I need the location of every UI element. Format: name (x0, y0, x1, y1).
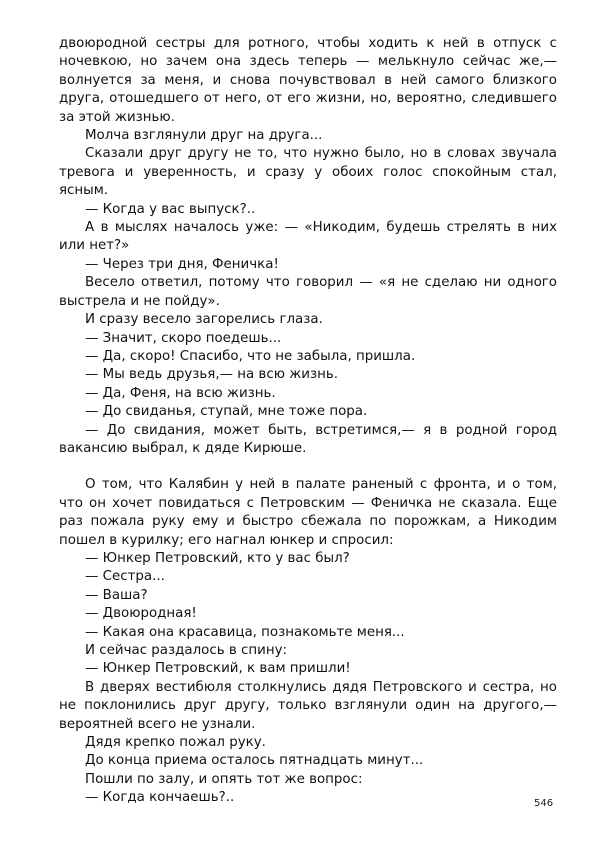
paragraph: Весело ответил, потому что говорил — «я не сделаю ни одного выстрела и не пойду». (59, 275, 557, 309)
body-text (59, 35, 557, 808)
dialogue-line: — Да, скоро! Спасибо, что не забыла, пришла. (85, 348, 416, 364)
dialogue-line: — Значит, скоро поедешь... (85, 330, 282, 346)
paragraph: И сразу весело загорелись глаза. (85, 312, 323, 328)
paragraph: И сейчас раздалось в спину: (85, 643, 288, 658)
paragraph: Пошли по залу, и опять тот же вопрос: (85, 771, 363, 787)
paragraph: А в мыслях началось уже: — «Никодим, будешь стрелять в них или нет?» (59, 220, 557, 254)
dialogue-line: — Да, Феня, на всю жизнь. (85, 385, 276, 401)
dialogue-line: — Мы ведь друзья,— на всю жизнь. (85, 367, 339, 383)
paragraph: Сказали друг другу не то, что нужно было, но в словах звучала тревога и уверенность, и сразу у обоих голос спокойным стал, ясным. (59, 146, 557, 199)
dialogue-line: — Сестра... (85, 569, 165, 585)
dialogue-line: — Юнкер Петровский, к вам пришли! (85, 661, 351, 677)
dialogue-line: — Через три дня, Феничка! (85, 256, 279, 272)
dialogue-line: — Когда кончаешь?.. (85, 790, 235, 806)
paragraph: О том, что Калябин у ней в палате раненый с фронта, и о том, что он хочет повидаться с Петровским — Феничка не сказала. Еще раз пожала руку ему и быстро сбежала по порожкам, а Никодим пошел в курилку; его нагнал юнкер и спросил: (59, 477, 557, 548)
paragraph: До конца приема осталось пятнадцать минут... (85, 753, 424, 769)
page-number: 546 (534, 798, 554, 809)
dialogue-line: — Ваша? (85, 587, 148, 603)
dialogue-line: — Какая она красавица, познакомьте меня... (85, 624, 405, 640)
dialogue-line: — Юнкер Петровский, кто у вас был? (85, 550, 350, 566)
dialogue-line: — Двоюродная! (85, 606, 197, 622)
paragraph: Молча взглянули друг на друга... (85, 128, 323, 144)
dialogue-line: — До свиданья, ступай, мне тоже пора. (85, 404, 368, 420)
dialogue-line: — До свидания, может быть, встретимся,— я в родной город вакансию выбрал, к дяде Кирюше. (59, 422, 557, 456)
paragraph: двоюродной сестры для ротного, чтобы ходить к ней в отпуск с ночевкою, но зачем она здесь теперь — мелькнуло сейчас же,— волнуется за меня, и снова почувствовал в ней самого близкого друга, отошедшего от него, от его жизни, но, вероятно, следившего за этой жизнью. (59, 36, 557, 125)
paragraph: В дверях вестибюля столкнулись дядя Петровского и сестра, но не поклонились друг другу, только взглянули один на другого,— вероятней всего не узнали. (59, 679, 557, 732)
dialogue-line: — Когда у вас выпуск?.. (85, 201, 256, 217)
paragraph: Дядя крепко пожал руку. (85, 735, 266, 751)
